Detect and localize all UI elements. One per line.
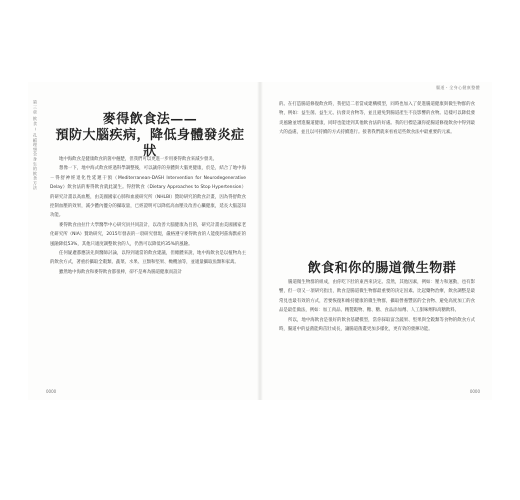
paragraph: 麥得飲食由拉什大學醫學中心研究員共同設計，以改善大腦健康為目的，研究計畫由美國國家老化研究所（NIA）贊助研究，2015年發表的一項研究發現，嚴格遵守麥得飲食的人能使阿茲海默症的風險降低53%，其他只適度調整飲食的人，仍然可以降低約35%的風險。 <box>50 222 246 247</box>
title-line-1: 麥得飲食法—— <box>102 112 198 127</box>
paragraph: 任何疑慮都應該先與醫師討論，以得到適當的飲食建議，但總體來說，地中海飲食是以植物為主的飲食方式，著重於攝取全穀類、蔬菜、水果、豆類和堅果、橄欖油等，並適量攝取魚類和家禽。 <box>50 251 246 266</box>
paragraph: 想像一下，地中海式飲食經過科學調整後，可以讓你的身體與大腦更健康，於是，結合了地中海－得舒神經退化性延遲干預（Mediterranean-DASH Intervention for Neurodegenerative Delay）飲食法的麥得飲食就此誕生。得舒飲食（Dietary Approaches to Stop Hypertension）的研究計畫以高血壓，由美國國家心肺和血液研究所（NHLBI）贊助研究的飲食計畫，因為得舒飲食控制血壓的效果，減少體內鹽分的攝取量，已經證明可以降低高血壓及改善心臟健康，延長大腦認知功能。 <box>50 166 246 219</box>
section-heading: 飲食和你的腸道微生物群 <box>307 261 457 276</box>
right-page-number: 0000 <box>469 389 480 394</box>
paragraph: 地中海飲食是健康飲食的箇中翹楚，但我們可以更進一步用麥得飲食來減少發炎。 <box>59 157 218 162</box>
left-page-number: 0000 <box>46 389 57 394</box>
left-running-head: 第三章 飲食 ─ 孔絕理想全身生的飲食方法 <box>33 100 38 191</box>
title-line-2: 預防大腦疾病，降低身體發炎症狀 <box>55 128 245 159</box>
right-bottom-text <box>279 278 475 334</box>
right-running-head: 腸道・全身心健康整體 <box>436 85 480 90</box>
paragraph: 腸道微生物群的組成，由你吃下肚的東西來決定。當然，其他因素，例如：壓力和運動，也有影響，但一項又一項研究指出，飲食是腸道微生物群最重要的決定因素。比起藥物治療，飲食調整是最常見也最有效的方式，若要恢復和維持健康的微生物群，攝取營養豐富的全食物、避免高度加工的食品是最佳做法，例如：加工肉品、精製穀物、糖、糖、食品添加劑、人工甜味劑和高糖飲料。 <box>279 280 475 314</box>
right-page <box>261 82 492 400</box>
paragraph: 的。在打造腸道修復飲食時，我把這二者當成建構模型，同時也加入了促進腸道健康與微生物群的食物，例如：益生菌、益生元、抗發炎食物等，並且避免對腸道產生不良影響的食物。這樣可以降低發炎風險並增進腸道健康，同時也能達到其他飲食法的好處。我的目標是讓你從腸道修復飲食中得到最大的益處，並且以可持續的方式持續進行。接著我們就來看看這些飲食法中最重要的元素。 <box>279 102 475 136</box>
book-spread <box>28 82 492 400</box>
left-body-text <box>50 155 246 277</box>
chapter-section-title <box>52 112 248 160</box>
left-page <box>28 82 259 400</box>
paragraph: 雖然地中海飲食和麥得飲食都很棒，卻不是專為腸道健康而設計 <box>59 269 182 275</box>
right-top-text <box>279 100 475 138</box>
paragraph: 所以，地中海飲食是很好的飲食基礎模型，當你採取富含蔬果、堅果與全穀類等食物的飲食方式時，腸道中的益菌能夠茁壯成長，讓腸道菌叢更加多樣化，更有效的發揮功能。 <box>279 317 475 333</box>
